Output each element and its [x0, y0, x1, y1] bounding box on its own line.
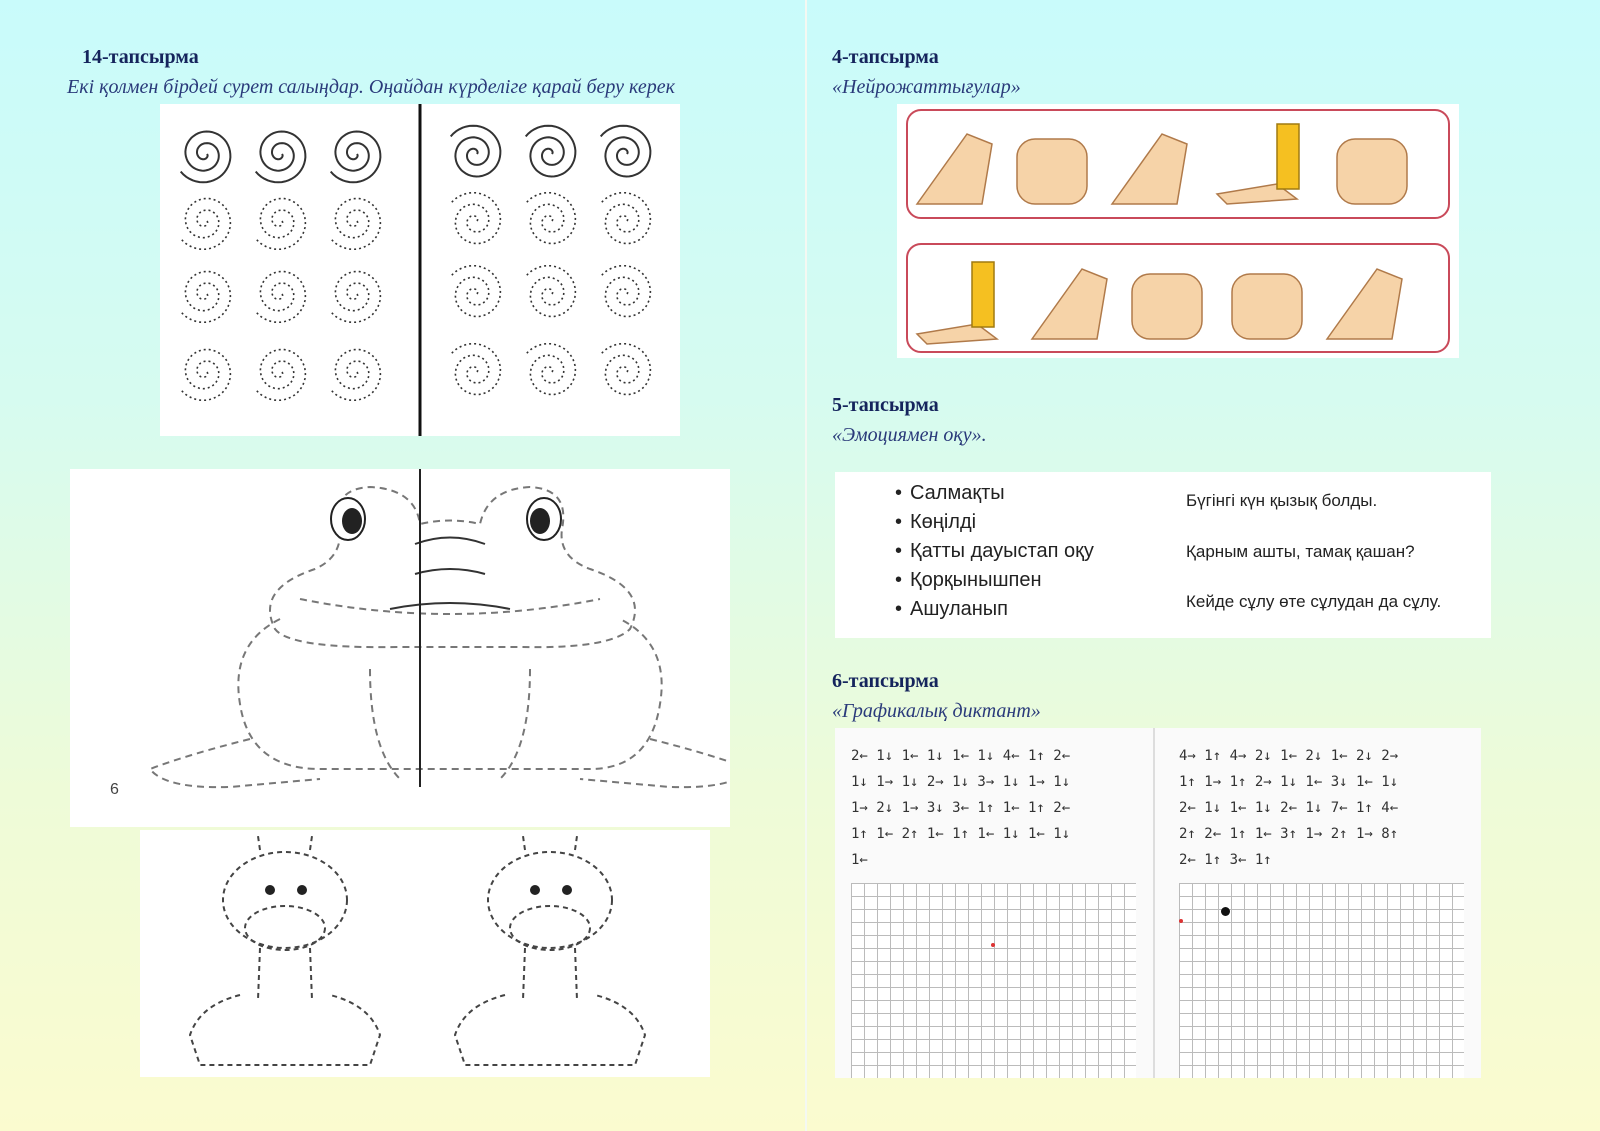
frog-right-arm [500, 669, 530, 779]
task5-subtitle: «Эмоциямен оқу». [832, 424, 987, 446]
spiral-shape [181, 199, 231, 250]
practice-sentence: Бүгінгі күн қызық болды. [1186, 491, 1378, 510]
fist-icon [1132, 274, 1202, 339]
emotion-reading-card [835, 472, 1491, 638]
spiral-shape [451, 344, 501, 395]
frog-mouth-line [300, 599, 600, 614]
spiral-shape [331, 350, 381, 401]
dictation-line: 2← 1↓ 1← 1↓ 2← 1↓ 7← 1↑ 4← [1179, 800, 1399, 816]
fist-icon [1017, 139, 1087, 204]
spiral-shape [331, 199, 381, 250]
graphic-dictation-sheet [835, 728, 1481, 1078]
fist-icon [1232, 274, 1302, 339]
spiral-shape [181, 272, 231, 323]
giraffe-right [455, 836, 645, 1065]
frog-number: 6 [110, 781, 119, 798]
emotion-item: • Ашуланып [895, 598, 1008, 621]
spiral-shape [451, 193, 501, 244]
frog-head [270, 487, 635, 647]
giraffe-worksheet [140, 830, 710, 1077]
spiral-shape [526, 266, 576, 317]
spiral-shape [601, 344, 651, 395]
frog-eyes [331, 498, 561, 540]
fist-icon [1337, 139, 1407, 204]
dictation-line: 1↓ 1→ 1↓ 2→ 1↓ 3→ 1↓ 1→ 1↓ [851, 774, 1071, 790]
dictation-line: 2← 1↓ 1← 1↓ 1← 1↓ 4← 1↑ 2← [851, 748, 1071, 764]
frog-left-leg [150, 739, 320, 787]
emotion-item: • Қорқынышпен [895, 569, 1042, 592]
frog-worksheet [70, 469, 730, 827]
grid-paper-right [1179, 883, 1464, 1078]
emotion-item: • Қатты дауыстап оқу [895, 540, 1094, 563]
spiral-shape [526, 344, 576, 395]
sheet-divider [1153, 728, 1155, 1078]
spiral-shape [256, 272, 306, 323]
dictation-line: 1↑ 1← 2↑ 1← 1↑ 1← 1↓ 1← 1↓ [851, 826, 1071, 842]
neuro-exercise-cards [897, 104, 1459, 358]
task14-title: 14-тапсырма [82, 46, 199, 68]
spiral-shape [526, 126, 576, 177]
grid-paper-left [851, 883, 1136, 1078]
task4-title: 4-тапсырма [832, 46, 939, 68]
frog-left-arm [370, 669, 400, 779]
spiral-shape [331, 272, 381, 323]
dictation-line: 2↑ 2← 1↑ 1← 3↑ 1→ 2↑ 1→ 8↑ [1179, 826, 1399, 842]
practice-sentence: Кейде сұлу өте сұлудан да сұлу. [1186, 592, 1442, 611]
frog-face-lines [390, 538, 510, 610]
spiral-shape [601, 126, 651, 177]
spiral-shape [256, 132, 306, 183]
dictation-line: 1→ 2↓ 1→ 3↓ 3← 1↑ 1← 1↑ 2← [851, 800, 1071, 816]
spiral-shape [256, 350, 306, 401]
spiral-drawing [160, 104, 680, 436]
spiral-shape [331, 132, 381, 183]
emotion-item: • Салмақты [895, 482, 1005, 505]
spiral-shape [256, 199, 306, 250]
spiral-shape [181, 132, 231, 183]
dictation-line: 1↑ 1→ 1↑ 2→ 1↓ 1← 3↓ 1← 1↓ [1179, 774, 1399, 790]
giraffe-drawing [140, 830, 710, 1077]
frog-drawing [70, 469, 730, 827]
start-dot [1179, 919, 1183, 923]
task6-title: 6-тапсырма [832, 670, 939, 692]
neuro-exercise-drawing [897, 104, 1459, 358]
frog-right-leg [580, 739, 730, 787]
spiral-worksheet [160, 104, 680, 436]
dictation-line: 4→ 1↑ 4→ 2↓ 1← 2↓ 1← 2↓ 2→ [1179, 748, 1399, 764]
start-dot [991, 943, 995, 947]
task5-title: 5-тапсырма [832, 394, 939, 416]
spiral-shape [451, 126, 501, 177]
task14-subtitle: Екі қолмен бірдей сурет салыңдар. Оңайдан күрделіге қарай беру керек [67, 76, 675, 98]
task6-subtitle: «Графикалық диктант» [832, 700, 1041, 722]
task4-subtitle: «Нейрожаттығулар» [832, 76, 1021, 98]
emotion-item: • Көңілді [895, 511, 976, 534]
dictation-line: 2← 1↑ 3← 1↑ [1179, 852, 1272, 868]
spiral-shape [526, 193, 576, 244]
page-divider [805, 0, 807, 1131]
giraffe-left [190, 836, 380, 1065]
spiral-shape [451, 266, 501, 317]
spiral-shape [601, 193, 651, 244]
start-dot [1221, 907, 1230, 916]
practice-sentence: Қарным ашты, тамақ қашан? [1186, 542, 1415, 561]
spiral-shape [181, 350, 231, 401]
spiral-shape [601, 266, 651, 317]
dictation-line: 1← [851, 852, 868, 868]
